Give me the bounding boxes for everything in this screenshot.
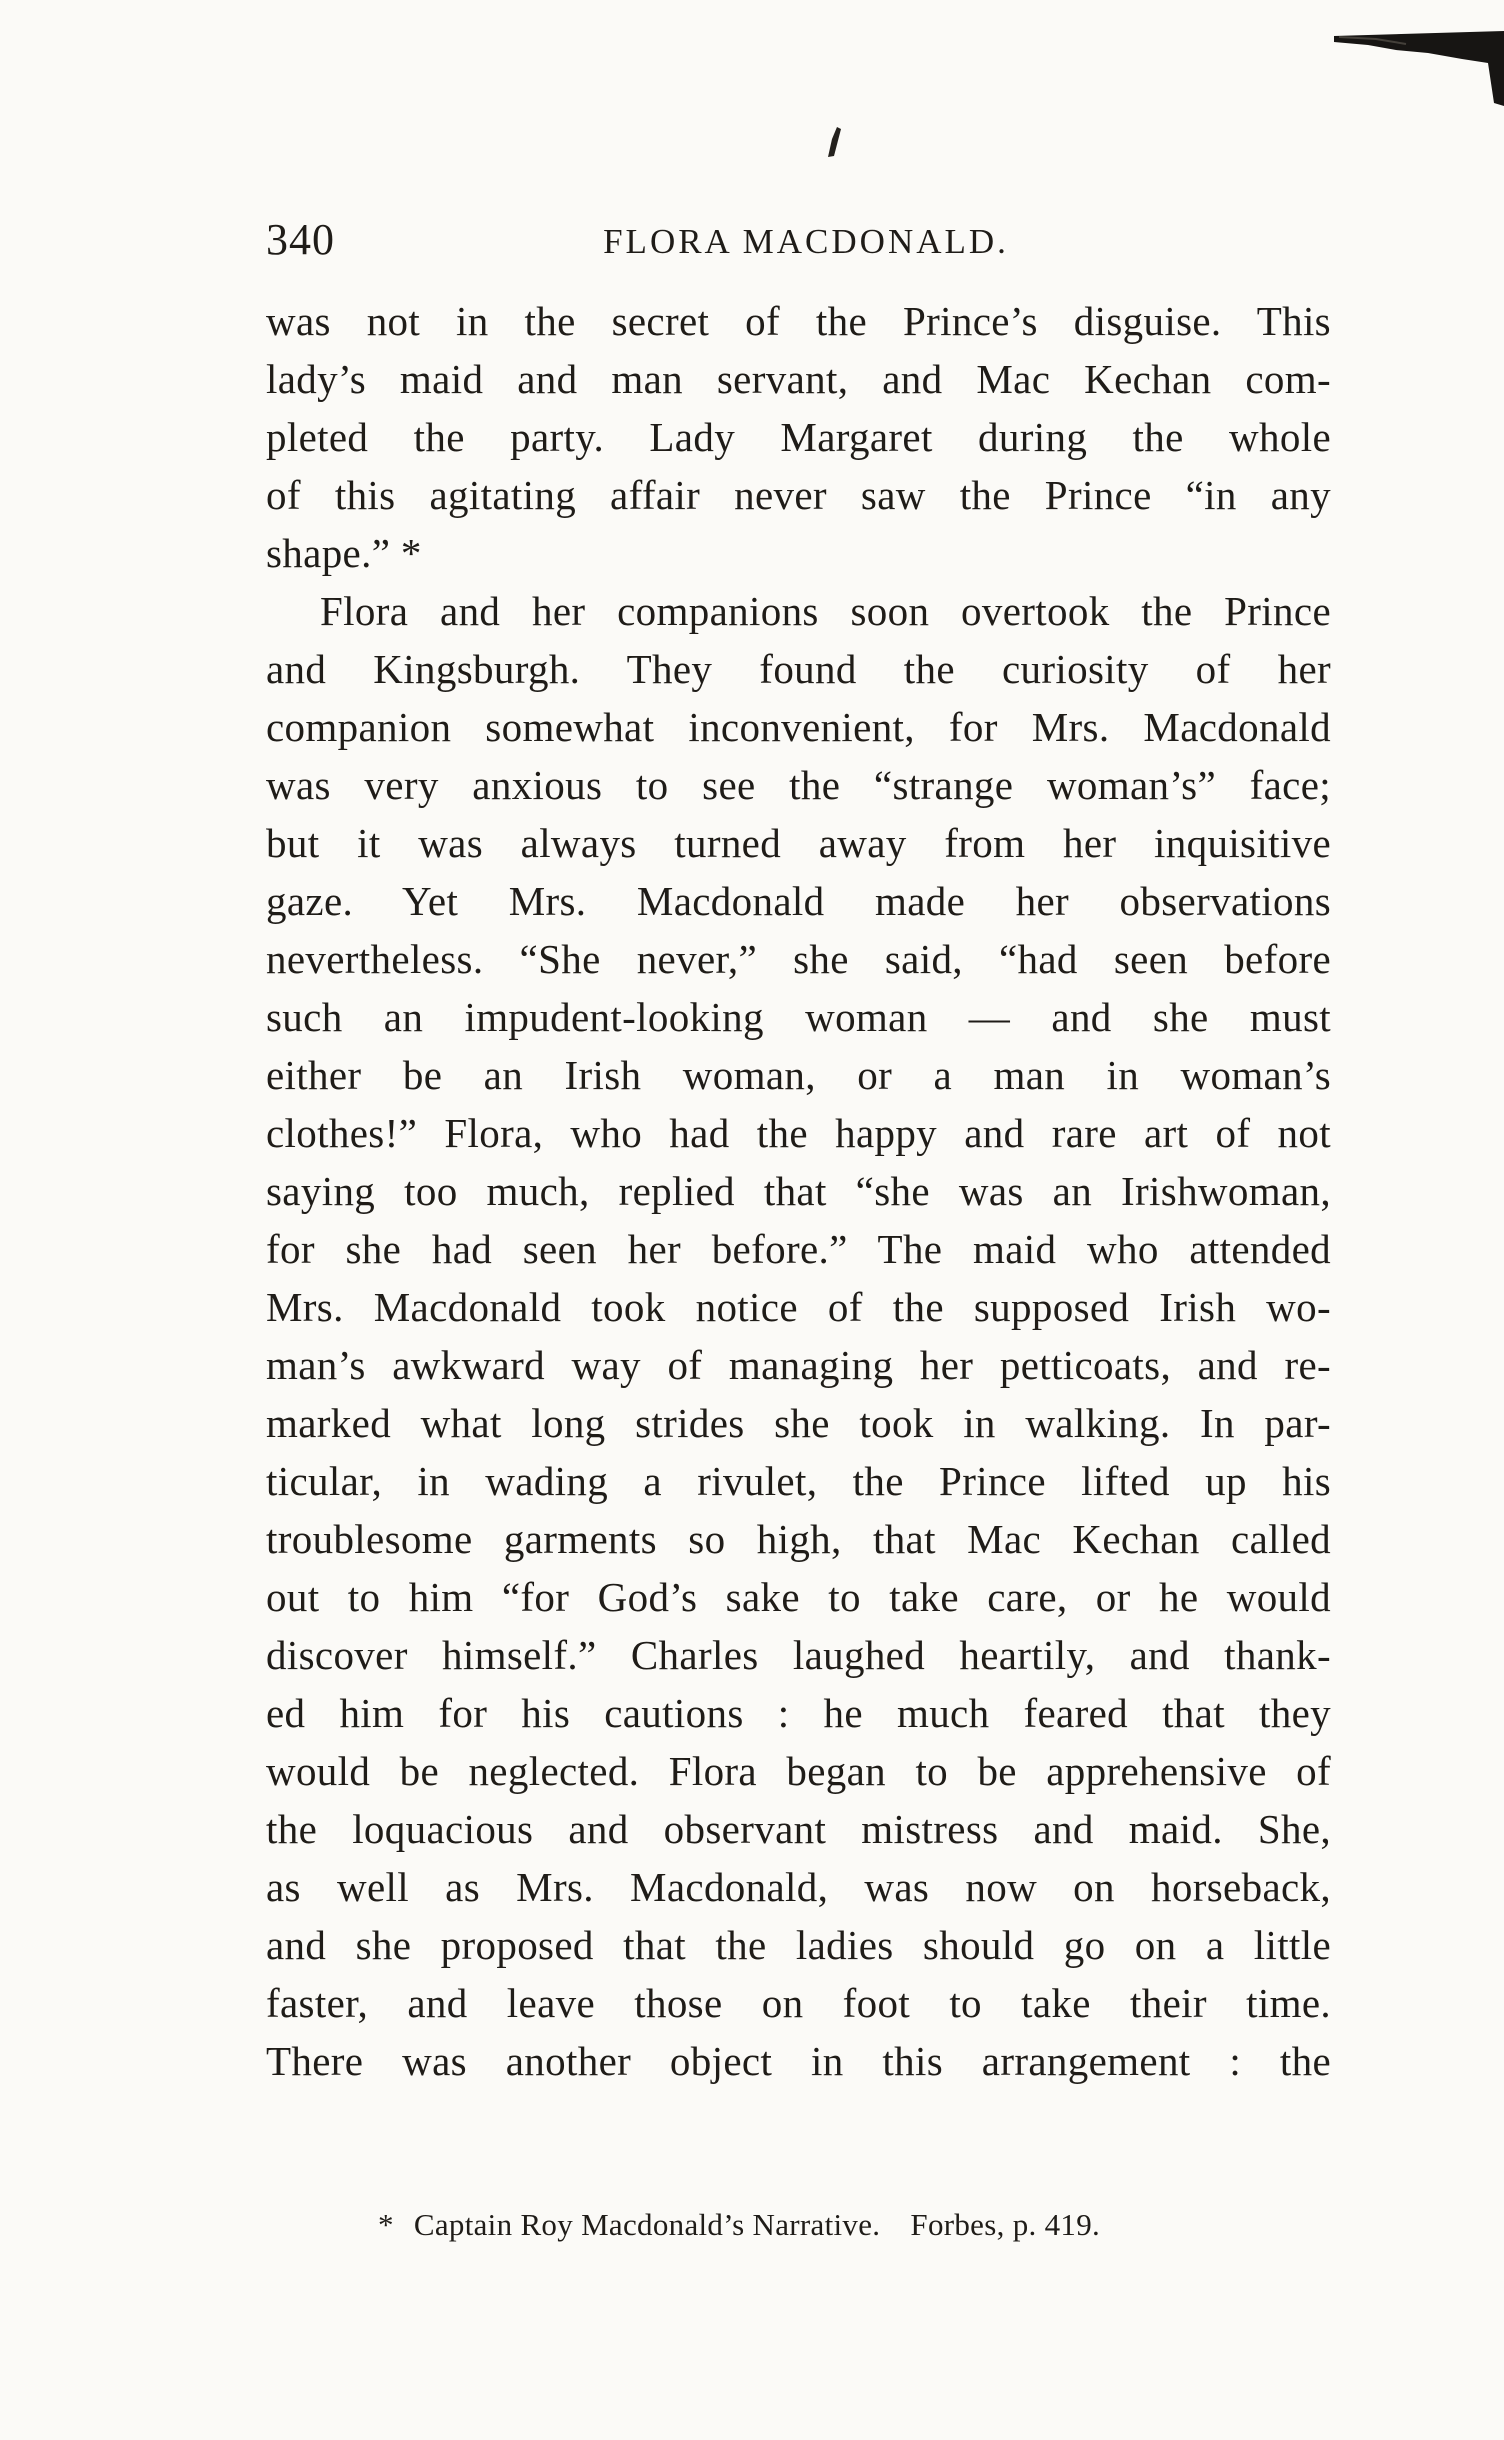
text-line: marked what long strides she took in walking. In par- (266, 1400, 1331, 1446)
text-line: There was another object in this arrangement : the (266, 2038, 1331, 2084)
page-number: 340 (266, 215, 335, 264)
text-line: troublesome garments so high, that Mac Kechan called (266, 1516, 1331, 1562)
footnote-source: Captain Roy Macdonald’s Narrative. (413, 2207, 881, 2242)
text-line: would be neglected. Flora began to be apprehensive of (266, 1748, 1331, 1794)
running-head: FLORA MACDONALD. (603, 222, 1009, 261)
text-line: and she proposed that the ladies should go on a little (266, 1922, 1331, 1968)
page-header (266, 208, 1331, 272)
footnote-reference: Forbes, p. 419. (910, 2207, 1101, 2242)
text-line: man’s awkward way of managing her petticoats, and re- (266, 1342, 1331, 1388)
text-line: lady’s maid and man servant, and Mac Kechan com- (266, 356, 1331, 402)
text-line: clothes!” Flora, who had the happy and rare art of not (266, 1110, 1331, 1156)
text-line: for she had seen her before.” The maid who attended (266, 1226, 1331, 1272)
text-line: saying too much, replied that “she was an Irishwoman, (266, 1168, 1331, 1214)
text-line: companion somewhat inconvenient, for Mrs. Macdonald (266, 704, 1331, 750)
body-text (266, 292, 1331, 2090)
text-line: out to him “for God’s sake to take care, or he would (266, 1574, 1331, 1620)
text-line: Mrs. Macdonald took notice of the supposed Irish wo- (266, 1284, 1331, 1330)
text-line: nevertheless. “She never,” she said, “had seen before (266, 936, 1331, 982)
text-line: the loquacious and observant mistress and maid. She, (266, 1806, 1331, 1852)
text-line: gaze. Yet Mrs. Macdonald made her observations (266, 878, 1331, 924)
text-line: was very anxious to see the “strange woman’s” face; (266, 762, 1331, 808)
text-line: ticular, in wading a rivulet, the Prince lifted up his (266, 1458, 1331, 1504)
text-line: pleted the party. Lady Margaret during the whole (266, 414, 1331, 460)
text-line: faster, and leave those on foot to take their time. (266, 1980, 1331, 2026)
text-line: either be an Irish woman, or a man in woman’s (266, 1052, 1331, 1098)
text-line: discover himself.” Charles laughed heartily, and thank- (266, 1632, 1331, 1678)
footnote (378, 2203, 1238, 2247)
text-line: of this agitating affair never saw the Prince “in any (266, 472, 1331, 518)
corner-ink-mark (1334, 28, 1504, 106)
text-line: as well as Mrs. Macdonald, was now on horseback, (266, 1864, 1331, 1910)
paragraph-first-line: Flora and her companions soon overtook the Prince (320, 588, 1331, 634)
text-line: and Kingsburgh. They found the curiosity of her (266, 646, 1331, 692)
text-line: shape.” * (266, 530, 422, 576)
text-line: was not in the secret of the Prince’s disguise. This (266, 298, 1331, 344)
text-line: such an impudent-looking woman — and she must (266, 994, 1331, 1040)
text-line: ed him for his cautions : he much feared that they (266, 1690, 1331, 1736)
stray-ink-mark (825, 126, 843, 158)
footnote-marker: * (378, 2207, 394, 2242)
text-line: but it was always turned away from her inquisitive (266, 820, 1331, 866)
